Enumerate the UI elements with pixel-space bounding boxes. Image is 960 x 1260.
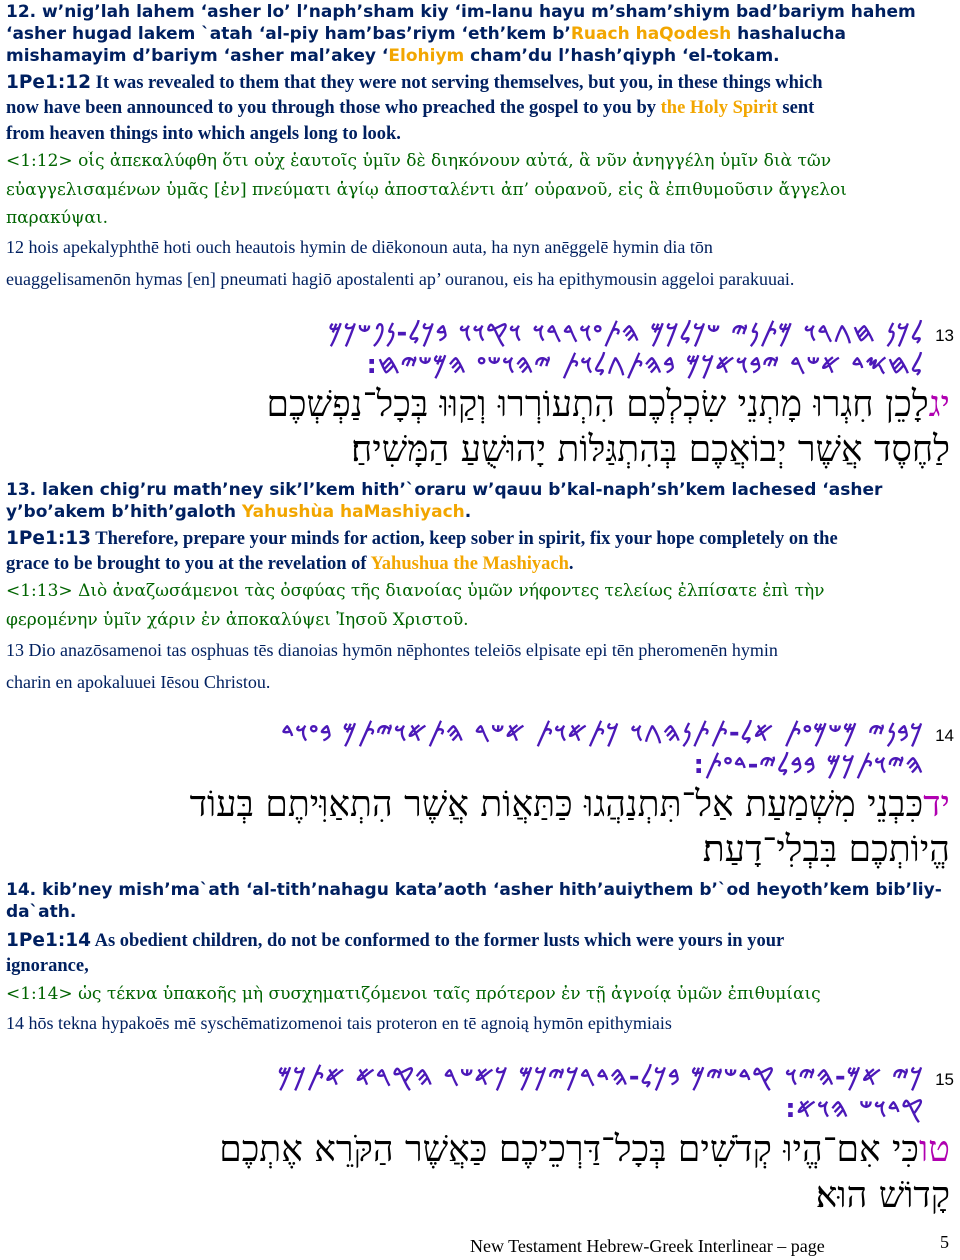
- v12-english-text: sent: [777, 98, 815, 118]
- v13-translit-highlight: Yahushùa haMashiyach: [241, 502, 465, 522]
- v14-translit-line-2: [6, 902, 952, 922]
- v12-translit-text: ‘asher hugad lakem `atah ‘al-piy ham’bas’riym ‘eth’kem b’: [6, 24, 571, 44]
- v14-verse-number: 14: [935, 726, 954, 745]
- v15-verse-number: 15: [935, 1070, 954, 1089]
- v13-english-text: Therefore, prepare your minds for action, keep sober in spirit, fix your hope completely on the: [91, 529, 838, 549]
- page-footer: New Testament Hebrew-Greek Interlinear – page: [470, 1236, 825, 1256]
- v14-hebrew-line-2: הֱיוֹתְכֶם בִּבְלִי־דָעַת׃: [702, 829, 950, 870]
- v14-english-line-2: [6, 956, 952, 977]
- v13-greek-translit-text: 13 Dio anazōsamenoi tas osphuas tēs dianoias hymōn nēphontes teleiōs elpisate epi tēn pheromenēn hymin: [6, 640, 778, 660]
- v13-paleo-line-1: 𐤋𐤊𐤍 𐤇𐤂𐤓𐤅 𐤌𐤕𐤍𐤉 𐤔𐤊𐤋𐤊𐤌 𐤄𐤕𐤏𐤅𐤓𐤓𐤅 𐤅𐤒𐤅𐤅 𐤁𐤊𐤋-𐤍𐤐𐤔𐤊𐤌: [328, 318, 924, 348]
- v12-greek-translit-line-1: [6, 237, 952, 258]
- v12-greek-line-2: [6, 180, 952, 200]
- v12-translit-text: cham’du l’hash’qiyph ‘el-tokam.: [464, 46, 780, 66]
- v13-translit-line-1: [6, 480, 952, 500]
- v13-greek-line-2: [6, 610, 952, 630]
- v12-english-line-2: [6, 98, 952, 119]
- v12-translit-highlight: Elohiym: [388, 46, 465, 66]
- v13-verse-ref: 1Pe1:13: [6, 528, 91, 549]
- v12-translit-text: hashalucha: [731, 24, 846, 44]
- v13-hebrew-text: לָכֵן חִגְרוּ מָתְנֵי שִׂכְלְכֶם הִתְעוֹרְרוּ וְקַוּוּ בְּכָל־נַפְשְׁכֶם: [266, 384, 929, 425]
- v13-greek-text: φερομένην ὑμῖν χάριν ἐν ἀποκαλύψει Ἰησοῦ Χριστοῦ.: [6, 610, 469, 630]
- v14-verse-ref: 1Pe1:14: [6, 930, 91, 951]
- v13-greek-translit-line-2: [6, 672, 952, 693]
- v12-verse-ref: 1Pe1:12: [6, 72, 91, 93]
- v14-greek-translit-text: 14 hōs tekna hypakoēs mē syschēmatizomenoi tais proteron en tē agnoią hymōn epithymiais: [6, 1013, 672, 1033]
- v12-greek-line-3: [6, 208, 952, 228]
- v14-paleo-line-1: 𐤊𐤁𐤍𐤉 𐤌𐤔𐤌𐤏𐤕 𐤀𐤋-𐤕𐤕𐤍𐤄𐤂𐤅 𐤊𐤕𐤀𐤅𐤕 𐤀𐤔𐤓 𐤄𐤕𐤀𐤅𐤉𐤕𐤌 𐤁𐤏𐤅𐤃: [281, 718, 924, 748]
- v12-greek-line-1: [6, 151, 952, 171]
- v15-hebrew-text: כִּי אִם־הֱיוּ קְדֹשִׁים בְּכָל־דַּרְכֵיכֶם כַּאֲשֶׁר הַקֹּרֵא אֶתְכֶם: [219, 1129, 920, 1170]
- v12-greek-text: <1:12> οἷς ἀπεκαλύφθη ὅτι οὐχ ἑαυτοῖς ὑμῖν δὲ διηκόνουν αὐτά, ἃ νῦν ἀνηγγέλη ὑμῖν διὰ τῶν: [6, 151, 832, 171]
- v14-english-text: ignorance,: [6, 956, 89, 976]
- v15-hebrew-line-2: קָדוֹשׁ הוּא׃: [815, 1175, 950, 1216]
- v12-translit-text: mishamayim d’bariym ‘asher mal’akey ‘: [6, 46, 389, 66]
- v12-greek-translit-text: 12 hois apekalyphthē hoti ouch heautois hymin de diēkonoun auta, ha nyn anēggelē hymin dia tōn: [6, 237, 713, 257]
- v14-translit-text: da`ath.: [6, 902, 77, 922]
- v13-hebrew-verse-number: יג: [928, 384, 950, 425]
- v12-english-text: from heaven things into which angels long to look.: [6, 124, 401, 144]
- v14-english-line-1: [6, 930, 952, 952]
- v13-translit-text: .: [464, 502, 472, 522]
- v12-translit-line-3: [6, 46, 952, 66]
- v14-greek-text: <1:14> ὡς τέκνα ὑπακοῆς μὴ συσχηματιζόμενοι ταῖς πρότερον ἐν τῇ ἀγνοίᾳ ὑμῶν ἐπιθυμίαις: [6, 984, 821, 1004]
- v12-translit-text: 12. w’nig’lah lahem ‘asher lo’ l’naph’sham kiy ‘im-lanu hayu m’sham’shiym bad’bariym hahem: [6, 2, 916, 22]
- v12-translit-line-2: [6, 24, 952, 44]
- v14-hebrew-text: כִּבְנֵי מִשְׁמַעַת אַל־תִּתְנַהֲגוּ כַּתַּאֲוֹת אֲשֶׁר הִתְאַוִּיתֶם בְּעוֹד: [189, 784, 924, 825]
- v12-greek-text: παρακύψαι.: [6, 208, 108, 228]
- v14-hebrew-verse-number: יד: [923, 784, 950, 825]
- v12-english-text: now have been announced to you through those who preached the gospel to you by: [6, 98, 661, 118]
- v13-english-text: grace to be brought to you at the revelation of: [6, 554, 371, 574]
- v13-greek-translit-line-1: [6, 640, 952, 661]
- v13-english-line-1: [6, 528, 952, 550]
- v14-paleo-line-2: 𐤄𐤉𐤅𐤕𐤊𐤌 𐤁𐤁𐤋𐤉-𐤃𐤏𐤕:: [693, 750, 924, 780]
- page-number: 5: [940, 1232, 949, 1252]
- v12-greek-translit-line-2: [6, 269, 952, 290]
- v12-translit-highlight: Ruach haQodesh: [570, 24, 732, 44]
- v13-translit-text: y’bo’akem b’hith’galoth: [6, 502, 242, 522]
- v12-english-highlight: the Holy Spirit: [660, 98, 778, 118]
- v13-greek-translit-text: charin en apokaluuei Iēsou Christou.: [6, 672, 271, 692]
- v13-paleo-line-2: 𐤋𐤇𐤎𐤃 𐤀𐤔𐤓 𐤉𐤁𐤅𐤀𐤊𐤌 𐤁𐤄𐤕𐤂𐤋𐤅𐤕 𐤉𐤄𐤅𐤔𐤏 𐤄𐤌𐤔𐤉𐤇:: [366, 350, 924, 380]
- v13-hebrew-line-1: [266, 383, 950, 425]
- v14-greek-translit-line-1: [6, 1013, 952, 1034]
- v14-hebrew-line-1: [190, 783, 950, 825]
- v15-paleo-line-2: 𐤒𐤃𐤅𐤔 𐤄𐤅𐤀:: [785, 1094, 924, 1124]
- v12-translit-line-1: [6, 2, 952, 22]
- v12-english-line-3: [6, 124, 952, 145]
- v14-translit-text: 14. kib’ney mish’ma`ath ‘al-tith’nahagu kata’aoth ‘asher hith’auiythem b’`od heyoth’kem bib’liy-: [6, 880, 942, 900]
- v13-english-highlight: Yahushua the Mashiyach: [370, 554, 569, 574]
- v13-translit-line-2: [6, 502, 952, 522]
- v15-hebrew-verse-number: טו: [919, 1129, 950, 1170]
- v14-english-text: As obedient children, do not be conformed to the former lusts which were yours in your: [91, 931, 785, 951]
- v13-greek-text: <1:13> Διὸ ἀναζωσάμενοι τὰς ὀσφύας τῆς διανοίας ὑμῶν νήφοντες τελείως ἐλπίσατε ἐπὶ τὴν: [6, 581, 825, 601]
- v14-greek-line-1: [6, 984, 952, 1004]
- v13-translit-text: 13. laken chig’ru math’ney sik’l’kem hith’`oraru w’qauu b’kal-naph’sh’kem lachesed ‘asher: [6, 480, 883, 500]
- v12-greek-translit-text: euaggelisamenōn hymas [en] pneumati hagiō apostalenti ap’ ouranou, eis ha epithymousin aggeloi parakuuai.: [6, 269, 795, 289]
- v13-verse-number: 13: [935, 326, 954, 345]
- v12-english-line-1: [6, 72, 952, 94]
- v13-english-line-2: [6, 554, 952, 575]
- v12-english-text: It was revealed to them that they were not serving themselves, but you, in these things which: [91, 73, 823, 93]
- v15-paleo-line-1: 𐤊𐤉 𐤀𐤌-𐤄𐤉𐤅 𐤒𐤃𐤔𐤉𐤌 𐤁𐤊𐤋-𐤄𐤃𐤓𐤊𐤉𐤊𐤌 𐤊𐤀𐤔𐤓 𐤄𐤒𐤓𐤀 𐤀𐤕𐤊𐤌: [277, 1062, 924, 1092]
- v13-english-text: .: [568, 554, 574, 574]
- v13-hebrew-line-2: לַחֶסֶד אֲשֶׁר יְבוֹאֲכֶם בְּהִתְגַּלּוֹת יָהוּשֻׁעַ הַמָּשִׁיחַ׃: [351, 429, 950, 470]
- v13-greek-line-1: [6, 581, 952, 601]
- v14-translit-line-1: [6, 880, 952, 900]
- v15-hebrew-line-1: [219, 1128, 950, 1170]
- v12-greek-text: εὐαγγελισαμένων ὑμᾶς [ἐν] πνεύματι ἁγίῳ ἀποσταλέντι ἀπ’ οὐρανοῦ, εἰς ἃ ἐπιθυμοῦσιν ἄγγελοι: [6, 180, 847, 200]
